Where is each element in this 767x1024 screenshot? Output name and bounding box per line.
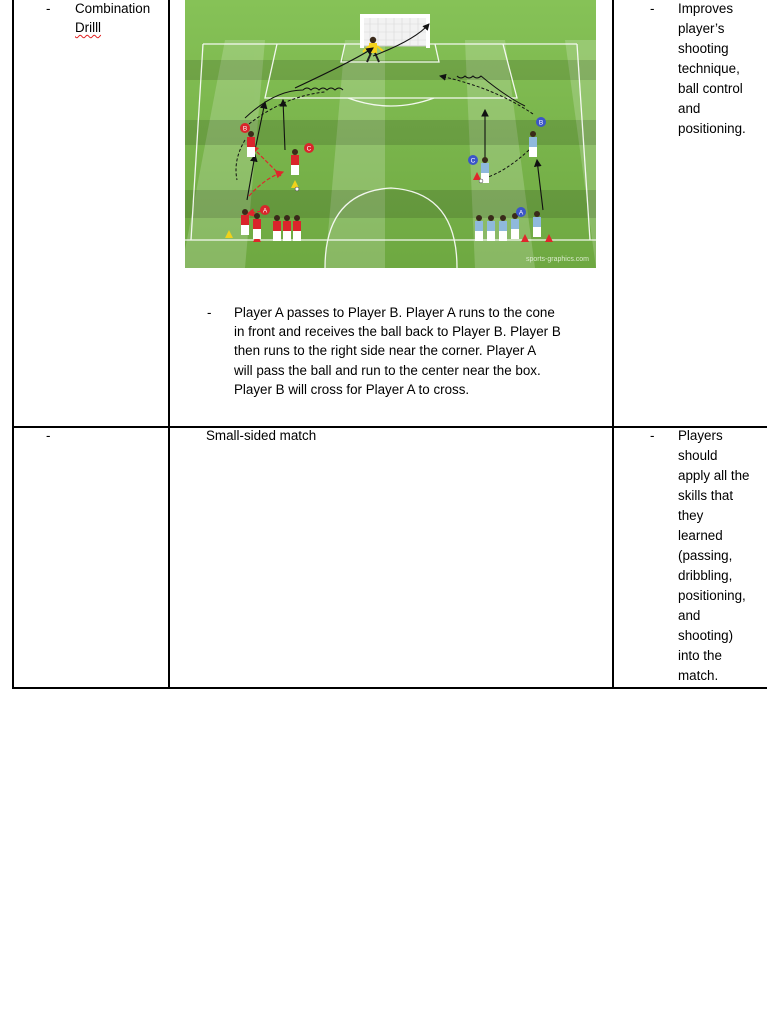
svg-text:C: C	[306, 145, 312, 153]
objective-line: ball control	[678, 81, 743, 96]
description-line-1: Player A passes to Player B. Player A runs to the cone	[234, 305, 555, 320]
svg-text:B: B	[242, 125, 248, 133]
bullet: -	[46, 1, 51, 16]
svg-text:C: C	[470, 157, 476, 165]
objective-line: positioning.	[678, 121, 746, 136]
objective-line: skills that	[678, 488, 734, 503]
red-player	[283, 215, 291, 241]
objective-line: (passing,	[678, 548, 733, 563]
table-border-col2	[612, 0, 614, 689]
description-line-3: then runs to the right side near the corner. Player A	[234, 343, 537, 358]
bullet: -	[207, 305, 212, 320]
blue-player	[475, 215, 483, 241]
objective-line: Improves	[678, 1, 734, 16]
description-line-2: in front and receives the ball back to Player B. Player B	[234, 324, 561, 339]
activity-label-misspelled: Drilll	[75, 20, 102, 35]
red-player	[253, 213, 261, 239]
objective-line: and	[678, 101, 701, 116]
blue-player	[533, 211, 541, 237]
red-player	[273, 215, 281, 241]
bullet: -	[650, 1, 655, 16]
objective-line: match.	[678, 668, 719, 683]
bullet: -	[46, 428, 51, 443]
table-border-left	[12, 0, 14, 689]
svg-text:A: A	[262, 207, 268, 215]
badge-b-blue	[536, 117, 546, 127]
drill-diagram	[185, 0, 596, 268]
red-player	[293, 215, 301, 241]
objective-line: shooting	[678, 41, 729, 56]
badge-b-red	[240, 123, 250, 133]
blue-player	[511, 213, 519, 239]
objective-line: Players	[678, 428, 723, 443]
svg-text:B: B	[538, 119, 544, 127]
table-border-bottom	[12, 687, 767, 689]
objective-line: shooting)	[678, 628, 734, 643]
table-border-col1	[168, 0, 170, 689]
objective-line: technique,	[678, 61, 740, 76]
objective-line: player’s	[678, 21, 725, 36]
blue-player	[529, 131, 537, 157]
activity-label: Combination	[75, 1, 151, 16]
blue-player	[499, 215, 507, 241]
objective-line: and	[678, 608, 701, 623]
bullet: -	[650, 428, 655, 443]
description-line-4: will pass the ball and run to the center near the box.	[234, 363, 541, 378]
diagram-credit: sports-graphics.com	[525, 256, 589, 263]
objective-line: positioning,	[678, 588, 746, 603]
description-line-5: Player B will cross for Player A to cross.	[234, 382, 470, 397]
objective-line: should	[678, 448, 718, 463]
badge-a-red	[260, 205, 270, 215]
small-sided-match-title: Small-sided match	[206, 428, 317, 443]
objective-line: they	[678, 508, 704, 523]
badge-c-blue	[468, 155, 478, 165]
red-player	[241, 209, 249, 235]
badge-a-blue	[516, 207, 526, 217]
objective-line: apply all the	[678, 468, 750, 483]
red-player	[291, 149, 299, 175]
badge-c-red	[304, 143, 314, 153]
objective-line: dribbling,	[678, 568, 733, 583]
objective-line: into the	[678, 648, 722, 663]
goal	[360, 14, 430, 48]
red-player	[247, 131, 255, 157]
objective-line: learned	[678, 528, 723, 543]
svg-text:A: A	[518, 209, 524, 217]
blue-player	[487, 215, 495, 241]
